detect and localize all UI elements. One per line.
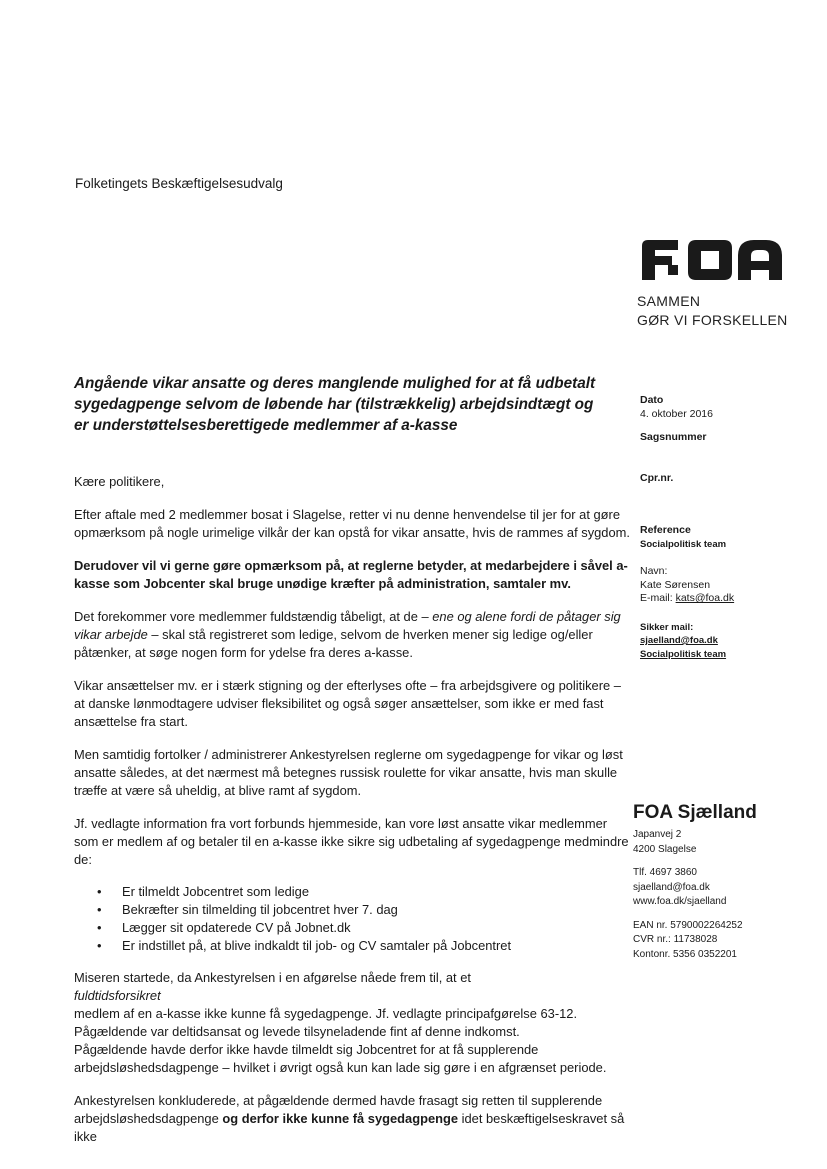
phone: Tlf. 4697 3860: [633, 867, 697, 878]
address-city: 4200 Slagelse: [633, 843, 697, 855]
paragraph-3: Det forekommer vore medlemmer fuldstændig tåbeligt, at de – ene og alene fordi de påtager sig vikar arbejde – skal stå registreret som ledige, selvom de hverken mener sig ledige og/eller påtænker, at søge nogen form for ydelse fra deres a-kasse.: [74, 609, 621, 660]
letter-meta-sidebar: [640, 394, 820, 661]
reference-value: Socialpolitisk team: [640, 538, 727, 550]
list-item: • Lægger sit opdaterede CV på Jobnet.dk: [122, 919, 630, 937]
account-number: Kontonr. 5356 0352201: [633, 948, 737, 960]
logo-tagline: [637, 292, 788, 330]
secure-mail-team: Socialpolitisk team: [640, 648, 727, 660]
case-number-label: Sagsnummer: [640, 431, 707, 443]
requirements-list: [74, 883, 630, 955]
secure-mail-label: Sikker mail:: [640, 621, 694, 633]
letter-body: [74, 473, 630, 1161]
greeting: Kære politikere,: [74, 474, 165, 489]
email-label: E-mail:: [640, 592, 673, 604]
recipient: Folketingets Beskæftigelsesudvalg: [75, 176, 283, 191]
cvr-number: CVR nr.: 11738028: [633, 934, 718, 945]
date-label: Dato: [640, 394, 664, 406]
foa-logo: [638, 236, 786, 282]
contact-block: [633, 828, 743, 962]
letter-subject: Angående vikar ansatte og deres manglende mulighed for at få udbetalt sygedagpenge selvom de løbende har (tilstrækkelig) arbejdsindtægt og er understøttelsesberettigede medlemmer af a-kasse: [74, 375, 596, 434]
secure-mail-link[interactable]: sjaelland@foa.dk: [640, 635, 718, 646]
paragraph-1: Efter aftale med 2 medlemmer bosat i Slagelse, retter vi nu denne henvendelse til jer for at gøre opmærksom på nogle urimelige vilkår der kan opstå for vikar ansatte, hvis de rammes af sygdom.: [74, 507, 630, 540]
list-item: • Er indstillet på, at blive indkaldt til job- og CV samtaler på Jobcentret: [122, 937, 630, 955]
name-label: Navn:: [640, 565, 668, 577]
tagline-line-2: GØR VI FORSKELLEN: [637, 312, 788, 328]
website[interactable]: www.foa.dk/sjaelland: [633, 896, 727, 907]
paragraph-7: Miseren startede, da Ankestyrelsen i en afgørelse nåede frem til, at et fuldtidsforsikret medlem af en a-kasse ikke kunne få sygedagpenge. Jf. vedlagte principafgørelse 63-12. Pågældende var deltidsansat og levede tilsyneladende fint af denne indkomst. Pågældende havde derfor ikke havde tilmeldt sig Jobcentret for at få supplerende arbejdsløshedsdagpenge – hvilket i øvrigt også kun kan lade sig gøre i en afgrænset periode.: [74, 970, 607, 1075]
cpr-label: Cpr.nr.: [640, 471, 674, 484]
email-link[interactable]: kats@foa.dk: [675, 592, 735, 604]
address-street: Japanvej 2: [633, 829, 682, 840]
reference-label: Reference: [640, 524, 691, 536]
organization-name: FOA Sjælland: [633, 802, 757, 823]
paragraph-8: Ankestyrelsen konkluderede, at pågældende dermed havde frasagt sig retten til supplerende arbejdsløshedsdagpenge og derfor ikke kunne få sygedagpenge idet beskæftigelseskravet så ikke: [74, 1093, 625, 1144]
date-value: 4. oktober 2016: [640, 407, 713, 420]
list-item: • Er tilmeldt Jobcentret som ledige: [122, 883, 630, 901]
list-item: • Bekræfter sin tilmelding til jobcentret hver 7. dag: [122, 901, 630, 919]
paragraph-6: Jf. vedlagte information fra vort forbunds hjemmeside, kan vore løst ansatte vikar medlemmer som er medlem af og betaler til en a-kasse ikke sikre sig udbetaling af sygedagpenge medmindre de:: [74, 816, 629, 867]
paragraph-4: Vikar ansættelser mv. er i stærk stigning og der efterlyses ofte – fra arbejdsgivere og politikere – at danske lønmodtagere udviser fleksibilitet og også søger ansættelser, som ikke er med fast ansættelse fra start.: [74, 678, 621, 729]
email-row: [640, 592, 820, 606]
name-value: Kate Sørensen: [640, 578, 711, 591]
paragraph-2: Derudover vil vi gerne gøre opmærksom på, at reglerne betyder, at medarbejdere i såvel a-kasse som Jobcenter skal bruge unødige kræfter på administration, samtaler mv.: [74, 558, 628, 591]
tagline-line-1: SAMMEN: [637, 293, 701, 309]
paragraph-5: Men samtidig fortolker / administrerer Ankestyrelsen reglerne om sygedagpenge for vikar og løst ansatte således, at det nærmest må betegnes russisk roulette for vikar ansatte, hvis man skulle træffe at være så uheldig, at blive ramt af sygdom.: [74, 747, 623, 798]
ean-number: EAN nr. 5790002264252: [633, 919, 743, 931]
foa-logo-icon: [638, 236, 786, 282]
contact-email[interactable]: sjaelland@foa.dk: [633, 881, 710, 893]
